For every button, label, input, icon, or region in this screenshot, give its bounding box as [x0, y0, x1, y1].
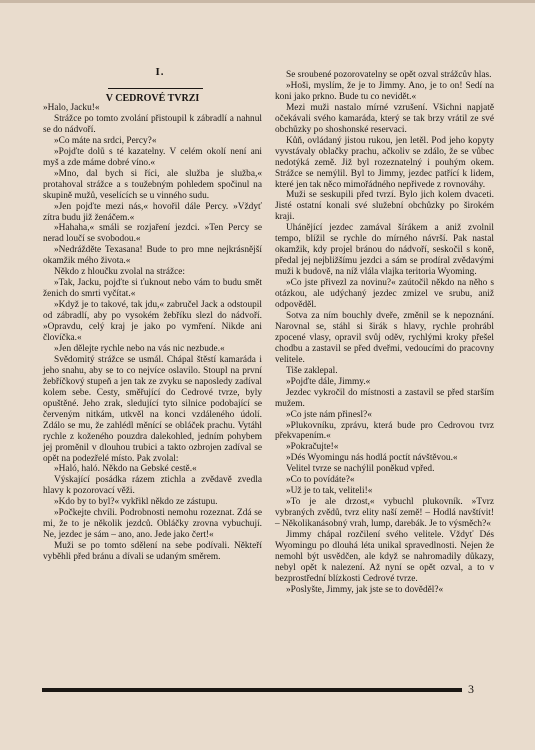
paragraph: »Hoši, myslím, že je to Jimmy. Ano, je to on! Sedí na koni jako prkno. Bude tu co nevidět.« — [275, 80, 494, 102]
paragraph: »Plukovníku, zprávu, která bude pro Cedrovou tvrz překvapením.« — [275, 420, 494, 442]
paragraph: »Halo, Jacku!« — [43, 103, 100, 113]
paragraph: »Co jste nám přinesl?« — [286, 409, 372, 420]
paragraph: »Tak, Jacku, pojďte si ťuknout nebo vám to budu smět ženich do smrti vyčítat.« — [43, 278, 262, 300]
paragraph: Jezdec vykročil do místnosti a zastavil se před starším mužem. — [275, 387, 494, 409]
paragraph: »Jen pojďte mezi nás,« hovořil dále Percy. »Vždyť zítra budu již ženáčem.« — [43, 201, 262, 223]
footer-rule — [42, 688, 462, 692]
paragraph: Kůň, ovládaný jistou rukou, jen letěl. Pod jeho kopyty vyvstávaly oblačky prachu, ačkoliv se zdálo, že se vůbec nedotýká země. Již byl rozeznatelný i pouhým okem. Strážce se nemýlil. Byl to Jimmy, jezdec patřící k lidem, které jen tak něco mimořádného nepřivede z rovnováhy. — [275, 135, 494, 190]
paragraph: »Co to povídáte?« — [286, 475, 355, 486]
paragraph: »Co máte na srdci, Percy?« — [54, 135, 157, 146]
paragraph: »Nedrážděte Texasana! Bude to pro mne nejkrásnější okamžik mého života.« — [43, 245, 262, 267]
paragraph: »Mno, dal bych si říci, ale služba je služba,« protahoval strážce a s toužebným pohledem spočinul na skupině mužů, veselících se u vinného sudu. — [43, 168, 262, 201]
paragraph: Tiše zaklepal. — [286, 365, 338, 376]
paragraph: Jimmy chápal rozčilení svého velitele. Vždyť Dés Wyomingu po dlouhá léta unikal spravedlnosti. Nejen že nemohl být usvědčen, ale když se nahromadily důkazy, nebyl opět k nalezení. Až nyní se opět ozval, a to v bezprostřední blízkosti Cedrové tvrze. — [275, 530, 494, 584]
paragraph: Výskající posádka rázem ztichla a zvědavě zvedla hlavy k pozorovací věži. — [43, 475, 262, 497]
paragraph: »Počkejte chvíli. Podrobnosti nemohu rozeznat. Zdá se mi, že to je několik jezdců. Obláčky zrovna vybuchují. Ne, jezdec je sám – ano, ano. Jede jako čert!« — [43, 508, 262, 541]
paragraph: »Pojďte dolů s té kazatelny. V celém okolí není ani myš a zde máme dobré víno.« — [43, 146, 262, 168]
paragraph: »Když je to takové, tak jdu,« zabručel Jack a odstoupil od zábradlí, aby po vysokém žebříku slezl do nádvoří. »Opravdu, celý kraj je jako po vymření. Nikde ani človíčka.« — [43, 300, 262, 344]
paragraph: Svědomitý strážce se usmál. Chápal štěstí kamaráda i jeho snahu, aby se to co nejvíce oslavilo. Stoupl na první žebříčkový stupeň a jen tak ze zvyku se naposledy zadíval kolem sebe. Cesty, směřující do Cedrové tvrze, byly opuštěné. Jeho zrak, sledující tyto silnice podobající se červeným nitkám, utkvěl na konci vzdáleného údolí. Zdálo se mu, že zahlédl měnící se obláček prachu. Vytáhl rychle z koženého pouzdra dalekohled, jedním pohybem jej proměnil v dlouhou trubici a takto ozbrojen zadíval se opět na podezřelé místo. Pak zvolal: — [43, 354, 262, 464]
chapter-title: V CEDROVÉ TVRZI — [105, 93, 200, 104]
paragraph: Někdo z hloučku zvolal na strážce: — [54, 267, 186, 278]
paragraph: »Dés Wyomingu nás hodlá poctít návštěvou.« — [286, 453, 458, 464]
paragraph: Muži se po tomto sdělení na sebe podívali. Někteří vyběhli před bránu a dívali se udaným směrem. — [43, 541, 262, 563]
paragraph: Se sroubené pozorovatelny se opět ozval strážcův hlas. — [286, 70, 492, 80]
chapter-number: I. — [155, 66, 165, 78]
paragraph: »Pojďte dále, Jimmy.« — [286, 376, 371, 387]
top-edge — [0, 0, 535, 3]
paragraph: »To je ale drzost,« vybuchl plukovník. »Tvrz vybraných zvědů, tvrz elity naší země! – Hodlá navštívit! – Několikanásobný vrah, lump, darebák. Je to výsměch?« — [275, 497, 494, 530]
chapter-divider — [108, 88, 203, 89]
paragraph: »Jen dělejte rychle nebo na vás nic nezbude.« — [54, 343, 225, 354]
page-number: 3 — [468, 682, 474, 696]
paragraph: »Pokračujte!« — [286, 442, 339, 453]
paragraph: »Poslyšte, Jimmy, jak jste se to dověděl?« — [286, 584, 444, 595]
paragraph: Muži se seskupili před tvrzí. Bylo jich kolem dvaceti. Jisté ostatní konali své služební obchůzky po širokém kraji. — [275, 190, 494, 223]
paragraph: Sotva za ním bouchly dveře, změnil se k nepoznání. Narovnal se, stáhl si širák s hlavy, rychle prohrábl zpocené vlasy, opravil svůj oděv, rychlými kroky přešel chodbu a zastavil se před dveřmi, vedoucími do pracovny velitele. — [275, 310, 494, 365]
paragraph: »Už je to tak, veliteli!« — [286, 486, 373, 497]
paragraph: »Haló, haló. Někdo na Gebské cestě.« — [54, 464, 197, 475]
paragraph: Mezi muži nastalo mírné vzrušení. Všichni napjatě očekávali svého kamaráda, který se tak brzy vrátil ze své obchůzky po shoshonské reservaci. — [275, 102, 494, 135]
right-column — [275, 70, 494, 596]
paragraph: »Hahaha,« smáli se rozjaření jezdci. »Ten Percy se nerad loučí se svobodou.« — [43, 223, 262, 245]
paragraph: Strážce po tomto zvolání přistoupil k zábradlí a nahnul se do nádvoří. — [43, 113, 262, 135]
paragraph: »Co jste přivezl za novinu?« zaútočil někdo na něho s otázkou, ale udýchaný jezdec zmizel ve srubu, aniž odpověděl. — [275, 278, 494, 311]
paragraph: Velitel tvrze se nachýlil poněkud vpřed. — [286, 464, 435, 475]
left-column — [43, 103, 262, 563]
paragraph: »Kdo by to byl?« vykřikl někdo ze zástupu. — [54, 497, 218, 508]
paragraph: Uhánějící jezdec zamával šírákem a aniž zvolnil tempo, blížil se rychle do mírného návrší. Pak nastal okamžik, kdy projel bránou do nádvoří, seskočil s koně, předal jej nejbližšímu jezdci a sám se prodíral zvědavými muži k budově, na níž vlála vlajka teritoria Wyoming. — [275, 223, 494, 278]
